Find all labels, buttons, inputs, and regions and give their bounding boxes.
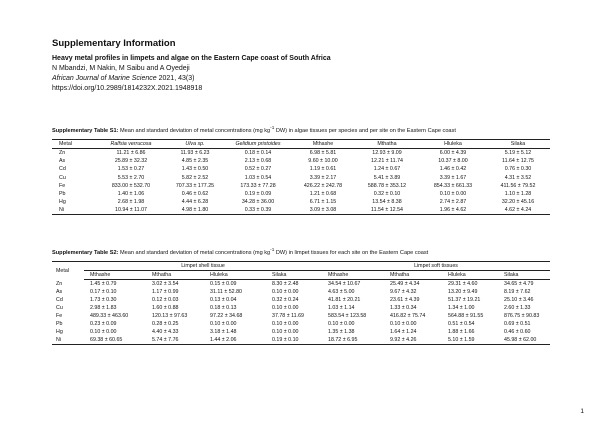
column-header: Mthashe	[322, 271, 384, 280]
journal-name: African Journal of Marine Science	[52, 75, 157, 82]
value-cell: 1.45 ± 0.79	[90, 280, 117, 287]
value-cell: 0.19 ± 0.09	[244, 191, 272, 198]
value-cell: 0.18 ± 0.13	[210, 304, 237, 311]
journal-issue: 2021, 43(3)	[156, 75, 195, 82]
value-cell: 588.78 ± 353.12	[367, 182, 407, 189]
metal-cell: Cd	[56, 296, 63, 303]
column-header: Ralfsia verrucosa	[96, 140, 166, 149]
value-cell: 1.96 ± 4.62	[420, 207, 486, 215]
table-s1-label: Supplementary Table S1:	[52, 127, 119, 134]
group-header-soft: Limpet soft tissues	[322, 262, 550, 271]
caption-superscript: -1	[270, 125, 275, 130]
table-row	[52, 336, 550, 344]
metal-cell: Ni	[52, 336, 84, 344]
value-cell: 2.74 ± 2.87	[439, 199, 467, 206]
metal-cell: Zn	[56, 280, 63, 287]
table-row	[52, 312, 550, 320]
table-row	[52, 190, 550, 198]
value-cell: 25.89 ± 32.32	[114, 157, 148, 164]
value-cell: 32.20 ± 45.16	[501, 199, 535, 206]
value-cell: 1.73 ± 0.30	[90, 296, 117, 303]
column-header: Metal	[52, 140, 96, 149]
value-cell: 1.53 ± 0.27	[117, 166, 145, 173]
value-cell: 4.40 ± 4.33	[152, 329, 179, 336]
table-row	[52, 165, 550, 173]
value-cell: 34.54 ± 10.67	[328, 280, 361, 287]
value-cell: 1.03 ± 1.14	[328, 304, 355, 311]
value-cell: 489.33 ± 463.60	[90, 312, 129, 319]
value-cell: 51.37 ± 19.21	[448, 296, 481, 303]
value-cell: 10.37 ± 8.00	[438, 157, 468, 164]
value-cell: 1.60 ± 0.88	[152, 304, 179, 311]
value-cell: 1.88 ± 1.66	[448, 329, 475, 336]
caption-text: Mean and standard deviation of metal concentrations (mg kg	[118, 249, 271, 256]
metal-cell: Cu	[56, 304, 63, 311]
value-cell: 13.20 ± 9.49	[448, 288, 478, 295]
value-cell: 25.49 ± 4.34	[390, 280, 420, 287]
value-cell: 8.19 ± 7.62	[504, 288, 531, 295]
value-cell: 9.67 ± 4.32	[390, 288, 417, 295]
value-cell: 173.33 ± 77.28	[240, 182, 276, 189]
value-cell: 5.82 ± 2.52	[181, 174, 209, 181]
value-cell: 1.24 ± 0.67	[373, 166, 401, 173]
value-cell: 0.10 ± 0.00	[272, 304, 299, 311]
metal-cell: Zn	[59, 149, 66, 156]
value-cell: 12.93 ± 9.09	[372, 149, 402, 156]
value-cell: 1.35 ± 1.38	[328, 329, 355, 336]
table-row	[52, 296, 550, 304]
metal-cell: As	[56, 288, 63, 295]
value-cell: 0.13 ± 0.04	[210, 296, 237, 303]
table-row	[52, 328, 550, 336]
value-cell: 10.94 ± 11.07	[96, 207, 166, 215]
table-row	[52, 304, 550, 312]
value-cell: 564.88 ± 91.55	[448, 312, 484, 319]
value-cell: 0.19 ± 0.10	[266, 336, 322, 344]
value-cell: 0.10 ± 0.00	[272, 329, 299, 336]
column-header: Mthashe	[292, 140, 354, 149]
value-cell: 11.54 ± 12.54	[354, 207, 420, 215]
value-cell: 13.54 ± 8.38	[372, 199, 402, 206]
supplementary-title: Supplementary Information	[52, 38, 176, 49]
value-cell: 11.64 ± 12.75	[502, 157, 534, 164]
value-cell: 1.40 ± 1.06	[117, 191, 145, 198]
value-cell: 8.30 ± 2.48	[272, 280, 299, 287]
caption-text: DW) in limpet tissues for each site on the Eastern Cape coast	[274, 249, 429, 256]
caption-text: Mean and standard deviation of metal concentrations (mg kg	[118, 127, 271, 134]
group-header-shell: Limpet shell tissue	[84, 262, 322, 271]
table-row	[52, 173, 550, 181]
document-header	[52, 38, 572, 94]
metal-cell: Hg	[59, 199, 66, 206]
column-header: Silaka	[266, 271, 322, 280]
table-row	[52, 207, 550, 215]
value-cell: 4.85 ± 2.35	[181, 157, 209, 164]
metal-cell: Cd	[59, 166, 66, 173]
value-cell: 1.19 ± 0.61	[309, 166, 337, 173]
value-cell: 4.31 ± 3.52	[504, 174, 532, 181]
journal-citation	[52, 74, 572, 84]
value-cell: 854.33 ± 661.33	[433, 182, 473, 189]
value-cell: 416.82 ± 75.74	[390, 312, 426, 319]
table-row	[52, 288, 550, 296]
value-cell: 1.21 ± 0.68	[309, 191, 337, 198]
author-list: N Mbandzi, M Nakin, M Saibu and A Oyedeji	[52, 65, 190, 72]
value-cell: 12.21 ± 11.74	[371, 157, 403, 164]
value-cell: 5.10 ± 1.59	[442, 336, 498, 344]
value-cell: 5.19 ± 5.12	[504, 149, 532, 156]
table-s1-algae	[52, 139, 550, 215]
value-cell: 69.38 ± 60.65	[84, 336, 146, 344]
value-cell: 18.72 ± 6.95	[322, 336, 384, 344]
table-row	[52, 198, 550, 206]
value-cell: 1.64 ± 1.24	[390, 329, 417, 336]
value-cell: 31.11 ± 52.80	[210, 288, 242, 295]
value-cell: 0.46 ± 0.60	[504, 329, 531, 336]
value-cell: 0.10 ± 0.00	[210, 321, 237, 328]
value-cell: 0.15 ± 0.09	[210, 280, 237, 287]
value-cell: 0.10 ± 0.00	[90, 329, 117, 336]
column-header: Ulva sp.	[166, 140, 224, 149]
table-row	[52, 182, 550, 190]
value-cell: 707.33 ± 177.25	[175, 182, 215, 189]
value-cell: 876.75 ± 90.83	[504, 312, 540, 319]
value-cell: 25.10 ± 3.46	[504, 296, 534, 303]
value-cell: 0.46 ± 0.62	[181, 191, 209, 198]
metal-cell: Hg	[56, 329, 63, 336]
value-cell: 0.10 ± 0.00	[439, 191, 467, 198]
value-cell: 0.32 ± 0.10	[373, 191, 401, 198]
value-cell: 1.44 ± 2.06	[204, 336, 266, 344]
paper-title: Heavy metal profiles in limpets and algae on the Eastern Cape coast of South Africa	[52, 55, 331, 62]
value-cell: 1.10 ± 1.28	[504, 191, 532, 198]
value-cell: 2.13 ± 0.68	[244, 157, 272, 164]
metal-cell: Fe	[59, 182, 66, 189]
table-s2-label: Supplementary Table S2:	[52, 249, 119, 256]
value-cell: 0.10 ± 0.00	[272, 288, 299, 295]
value-cell: 0.10 ± 0.00	[390, 321, 417, 328]
value-cell: 3.39 ± 1.67	[439, 174, 467, 181]
table-s1-caption	[52, 124, 456, 135]
value-cell: 41.81 ± 20.21	[328, 296, 361, 303]
value-cell: 1.03 ± 0.54	[244, 174, 272, 181]
value-cell: 34.28 ± 36.00	[241, 199, 275, 206]
value-cell: 0.76 ± 0.30	[504, 166, 532, 173]
value-cell: 23.61 ± 4.39	[390, 296, 420, 303]
column-header: Mthatha	[146, 271, 204, 280]
caption-text: DW) in algae tissues per species and per site on the Eastern Cape coast	[274, 127, 456, 134]
value-cell: 1.17 ± 0.99	[152, 288, 179, 295]
value-cell: 2.98 ± 1.83	[90, 304, 117, 311]
value-cell: 4.98 ± 1.80	[166, 207, 224, 215]
value-cell: 120.13 ± 97.63	[152, 312, 188, 319]
value-cell: 4.44 ± 6.28	[181, 199, 209, 206]
value-cell: 11.93 ± 6.23	[180, 149, 210, 156]
value-cell: 34.65 ± 4.79	[504, 280, 534, 287]
caption-superscript: -1	[270, 247, 275, 252]
value-cell: 0.10 ± 0.00	[272, 321, 299, 328]
value-cell: 0.69 ± 0.51	[504, 321, 531, 328]
value-cell: 1.43 ± 0.50	[181, 166, 209, 173]
doi-link[interactable]: https://doi.org/10.2989/1814232X.2021.1948918	[52, 85, 203, 92]
value-cell: 0.12 ± 0.03	[152, 296, 179, 303]
value-cell: 0.51 ± 0.54	[448, 321, 475, 328]
metal-cell: Pb	[56, 321, 63, 328]
value-cell: 1.34 ± 1.00	[448, 304, 475, 311]
value-cell: 4.63 ± 5.00	[328, 288, 355, 295]
value-cell: 3.09 ± 3.08	[292, 207, 354, 215]
value-cell: 6.98 ± 5.81	[309, 149, 337, 156]
value-cell: 0.52 ± 0.27	[244, 166, 272, 173]
column-header: Mthatha	[354, 140, 420, 149]
value-cell: 3.39 ± 2.17	[309, 174, 337, 181]
value-cell: 5.41 ± 3.89	[373, 174, 401, 181]
value-cell: 9.60 ± 10.00	[308, 157, 338, 164]
value-cell: 6.00 ± 4.39	[439, 149, 467, 156]
page-number: 1	[580, 408, 584, 415]
metal-cell: Fe	[56, 312, 63, 319]
value-cell: 9.92 ± 4.26	[384, 336, 442, 344]
value-cell: 29.31 ± 4.60	[448, 280, 478, 287]
value-cell: 1.46 ± 0.42	[439, 166, 467, 173]
value-cell: 6.71 ± 1.15	[309, 199, 337, 206]
column-header: Mthashe	[84, 271, 146, 280]
value-cell: 0.32 ± 0.24	[272, 296, 299, 303]
table-row	[52, 320, 550, 328]
column-header: Hluleka	[420, 140, 486, 149]
value-cell: 1.33 ± 0.34	[390, 304, 417, 311]
metal-cell: As	[59, 157, 66, 164]
value-cell: 97.22 ± 34.68	[210, 312, 243, 319]
value-cell: 5.74 ± 7.76	[146, 336, 204, 344]
column-header: Metal	[52, 262, 84, 280]
table-s2-caption	[52, 246, 428, 257]
value-cell: 3.02 ± 3.54	[152, 280, 179, 287]
value-cell: 411.56 ± 79.52	[500, 182, 536, 189]
value-cell: 0.33 ± 0.39	[224, 207, 292, 215]
value-cell: 37.78 ± 11.69	[272, 312, 304, 319]
metal-cell: Pb	[59, 191, 66, 198]
value-cell: 833.00 ± 532.70	[111, 182, 151, 189]
value-cell: 11.21 ± 6.86	[116, 149, 146, 156]
value-cell: 4.62 ± 4.24	[486, 207, 550, 215]
value-cell: 426.22 ± 242.78	[303, 182, 343, 189]
column-header: Hluleka	[442, 271, 498, 280]
column-header: Gelidium pristoides	[224, 140, 292, 149]
value-cell: 0.23 ± 0.09	[90, 321, 117, 328]
value-cell: 0.10 ± 0.00	[328, 321, 355, 328]
table-s2-limpets	[52, 261, 550, 345]
value-cell: 0.28 ± 0.25	[152, 321, 179, 328]
column-header: Hluleka	[204, 271, 266, 280]
value-cell: 2.68 ± 1.98	[117, 199, 145, 206]
value-cell: 0.17 ± 0.10	[90, 288, 117, 295]
metal-cell: Cu	[59, 174, 66, 181]
column-header: Silaka	[486, 140, 550, 149]
column-header: Mthatha	[384, 271, 442, 280]
metal-cell: Ni	[52, 207, 96, 215]
column-header: Silaka	[498, 271, 550, 280]
table-row	[52, 149, 550, 157]
value-cell: 2.60 ± 1.33	[504, 304, 531, 311]
value-cell: 0.18 ± 0.14	[244, 149, 272, 156]
value-cell: 3.18 ± 1.48	[210, 329, 237, 336]
table-row	[52, 280, 550, 288]
value-cell: 583.54 ± 123.58	[328, 312, 367, 319]
value-cell: 45.98 ± 62.00	[498, 336, 550, 344]
value-cell: 5.53 ± 2.70	[117, 174, 145, 181]
table-row	[52, 157, 550, 165]
